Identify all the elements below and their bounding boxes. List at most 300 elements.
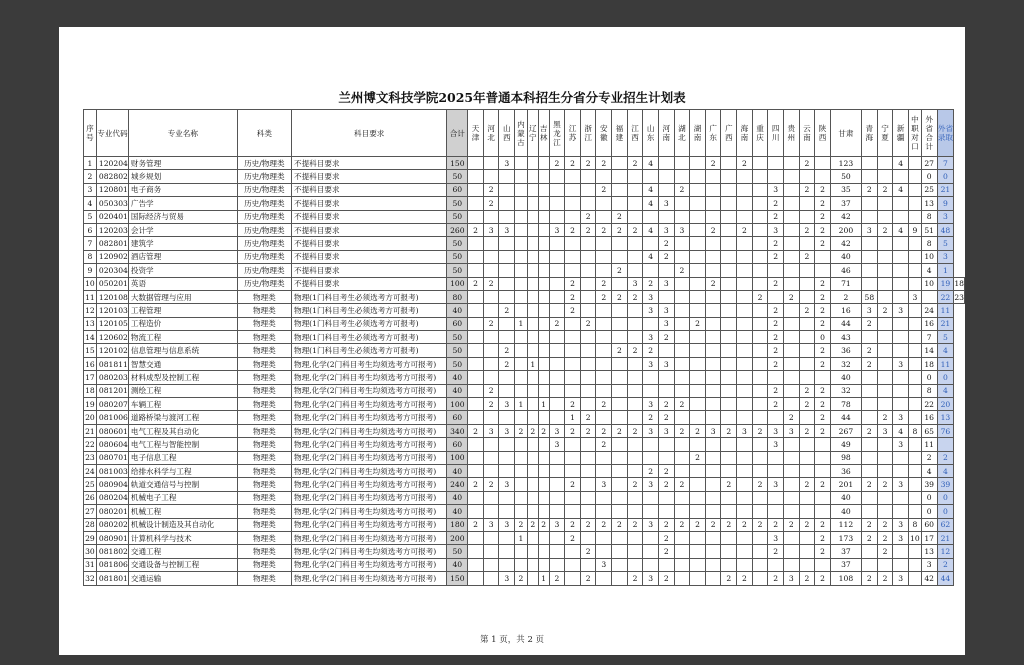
table-cell [893,491,909,504]
table-cell: 4 [893,223,909,236]
table-cell: 200 [830,223,861,236]
table-cell: 3 [643,518,659,531]
table-cell [538,371,549,384]
table-row [84,183,965,196]
table-cell: 2 [768,545,784,558]
table-cell [499,317,515,330]
table-cell [627,304,643,317]
table-cell: 16 [921,411,937,424]
table-cell: 2 [565,157,581,170]
table-row [84,558,965,571]
table-cell [908,197,921,210]
table-cell [580,264,596,277]
table-cell [705,398,721,411]
table-cell: 081811 [96,357,128,370]
table-cell [515,464,528,477]
column-header: 广西 [721,110,737,157]
table-cell [893,331,909,344]
table-cell: 3 [893,572,909,585]
table-cell: 3 [627,277,643,290]
table-cell [565,197,581,210]
table-cell: 3 [499,398,515,411]
table-cell: 25 [84,478,97,491]
table-cell: 2 [627,518,643,531]
table-cell: 40 [830,491,861,504]
table-cell: 2 [737,518,753,531]
table-cell: 27 [921,157,937,170]
table-cell: 23 [954,290,965,303]
table-row [84,170,965,183]
table-cell: 2 [596,518,612,531]
table-cell [877,317,893,330]
table-cell: 2 [877,183,893,196]
table-cell [527,371,538,384]
table-cell: 100 [447,277,468,290]
table-cell: 不提科目要求 [291,264,446,277]
table-cell: 2 [468,223,484,236]
table-cell [549,183,565,196]
table-cell [783,237,799,250]
table-cell [549,451,565,464]
table-cell [690,304,706,317]
table-cell: 100 [447,398,468,411]
table-cell: 2 [527,518,538,531]
table-cell: 2 [721,424,737,437]
table-cell [515,478,528,491]
table-cell [690,572,706,585]
table-cell [721,558,737,571]
table-cell [527,478,538,491]
table-cell: 081006 [96,411,128,424]
table-cell: 2 [877,411,893,424]
table-cell: 12 [937,545,954,558]
table-cell [815,451,831,464]
table-cell: 2 [937,558,954,571]
table-cell: 2 [565,304,581,317]
table-cell [515,357,528,370]
table-cell: 2 [768,277,784,290]
table-cell: 2 [612,290,628,303]
table-cell [799,558,815,571]
table-cell: 2 [768,237,784,250]
table-cell: 6 [84,223,97,236]
table-cell: 120102 [96,344,128,357]
table-cell [658,170,674,183]
table-cell: 3 [658,223,674,236]
table-cell: 16 [921,317,937,330]
table-cell [538,183,549,196]
table-cell: 29 [84,531,97,544]
table-row [84,290,965,303]
table-cell: 081801 [96,572,128,585]
table-cell: 物理类 [237,371,291,384]
table-cell: 3 [643,398,659,411]
table-cell [538,304,549,317]
table-cell: 2 [627,157,643,170]
document-page [59,27,965,655]
table-cell [721,250,737,263]
table-cell [527,331,538,344]
table-cell: 历史/物理类 [237,183,291,196]
table-cell [527,250,538,263]
table-cell: 4 [893,183,909,196]
table-cell: 8 [908,518,921,531]
table-cell: 2 [783,290,799,303]
table-cell [674,157,690,170]
table-cell: 60 [447,438,468,451]
table-cell [658,264,674,277]
table-cell [877,357,893,370]
table-cell [877,451,893,464]
table-cell [538,197,549,210]
table-cell: 22 [84,438,97,451]
table-cell [483,210,499,223]
table-cell [799,371,815,384]
table-cell: 不提科目要求 [291,237,446,250]
table-cell: 3 [768,531,784,544]
table-cell: 120105 [96,317,128,330]
table-cell: 给排水科学与工程 [128,464,237,477]
table-cell: 2 [658,398,674,411]
table-cell: 3 [658,424,674,437]
table-cell: 36 [830,464,861,477]
table-cell [468,170,484,183]
table-cell: 44 [830,411,861,424]
table-cell [908,438,921,451]
table-cell [499,264,515,277]
table-cell: 2 [468,424,484,437]
table-cell: 物理类 [237,438,291,451]
table-cell: 2 [721,572,737,585]
table-cell: 3 [499,478,515,491]
table-cell: 58 [861,290,877,303]
table-cell [721,344,737,357]
table-cell [783,250,799,263]
table-cell [799,197,815,210]
table-cell: 080604 [96,438,128,451]
table-cell [908,545,921,558]
table-cell [527,157,538,170]
table-cell: 42 [830,210,861,223]
table-cell: 3 [893,411,909,424]
table-cell [580,304,596,317]
column-header: 甘肃 [830,110,861,157]
table-cell: 2 [799,223,815,236]
table-cell [596,357,612,370]
table-cell [527,384,538,397]
table-cell [483,572,499,585]
table-cell: 3 [499,223,515,236]
table-cell [893,371,909,384]
table-cell: 60 [447,183,468,196]
table-cell: 51 [921,223,937,236]
table-cell: 22 [921,398,937,411]
table-cell [468,572,484,585]
table-row [84,545,965,558]
table-cell: 物理,化学(2门科目考生均须选考方可报考) [291,505,446,518]
table-cell: 080202 [96,518,128,531]
table-cell [549,344,565,357]
table-cell [596,237,612,250]
table-cell: 082801 [96,237,128,250]
table-cell [658,157,674,170]
column-header: 陕西 [815,110,831,157]
table-cell: 2 [643,344,659,357]
table-cell [737,250,753,263]
column-header: 中职对口 [908,110,921,157]
table-cell: 2 [658,572,674,585]
table-cell [627,398,643,411]
table-cell [538,290,549,303]
table-cell [658,438,674,451]
table-cell: 40 [447,464,468,477]
table-cell: 2 [815,277,831,290]
table-cell: 3 [596,558,612,571]
table-cell [643,371,659,384]
table-cell [737,438,753,451]
table-cell: 21 [937,531,954,544]
table-cell [527,183,538,196]
table-cell [861,451,877,464]
table-cell [705,250,721,263]
table-cell: 物理类 [237,357,291,370]
table-cell [799,170,815,183]
table-cell [527,464,538,477]
table-cell: 物理,化学(2门科目考生均须选考方可报考) [291,398,446,411]
table-cell [549,545,565,558]
table-cell: 26 [84,491,97,504]
table-cell: 3 [549,518,565,531]
table-cell [627,558,643,571]
table-cell: 3 [877,424,893,437]
table-cell: 80 [447,290,468,303]
table-cell: 32 [830,357,861,370]
table-cell [565,264,581,277]
table-cell [596,371,612,384]
table-row [84,384,965,397]
table-cell [861,264,877,277]
table-cell [538,210,549,223]
table-cell [627,170,643,183]
table-cell [893,464,909,477]
table-cell: 酒店管理 [128,250,237,263]
table-cell [690,277,706,290]
table-row [84,264,965,277]
table-cell [515,545,528,558]
table-cell [783,223,799,236]
table-cell: 0 [921,505,937,518]
table-cell: 2 [565,518,581,531]
table-cell [674,277,690,290]
table-cell [674,531,690,544]
table-cell [937,438,954,451]
table-cell [690,183,706,196]
table-cell: 1 [515,398,528,411]
table-cell [861,398,877,411]
table-cell [737,558,753,571]
table-cell [815,157,831,170]
table-cell [549,558,565,571]
table-cell [527,290,538,303]
table-cell [737,304,753,317]
table-cell [538,357,549,370]
table-cell [515,384,528,397]
table-cell: 2 [627,344,643,357]
table-cell [515,371,528,384]
header-row [84,110,965,157]
table-cell [674,371,690,384]
table-cell: 2 [861,344,877,357]
table-cell [799,264,815,277]
table-cell: 080201 [96,505,128,518]
table-cell: 3 [921,558,937,571]
table-cell [468,451,484,464]
table-cell: 交通设备与控制工程 [128,558,237,571]
table-cell: 2 [721,478,737,491]
table-cell: 3 [549,223,565,236]
table-cell [612,464,628,477]
table-cell: 2 [483,317,499,330]
table-cell: 2 [515,572,528,585]
table-row [84,424,965,437]
table-cell [752,183,768,196]
table-cell [815,438,831,451]
table-cell: 5 [937,237,954,250]
table-cell: 020304 [96,264,128,277]
table-cell [612,478,628,491]
table-cell: 120108 [96,290,128,303]
table-cell: 2 [580,210,596,223]
table-cell: 2 [705,277,721,290]
table-cell [627,438,643,451]
table-cell [580,478,596,491]
table-cell [705,317,721,330]
table-cell: 2 [861,317,877,330]
table-cell [861,237,877,250]
table-cell [737,398,753,411]
table-cell: 150 [447,572,468,585]
enrollment-plan-table [83,109,965,586]
table-cell: 40 [447,371,468,384]
table-cell: 3 [783,572,799,585]
table-cell: 2 [815,223,831,236]
table-cell: 120902 [96,250,128,263]
table-cell [580,170,596,183]
table-cell [580,197,596,210]
table-cell: 3 [499,157,515,170]
table-cell [893,545,909,558]
table-cell [468,210,484,223]
table-cell: 智慧交通 [128,357,237,370]
table-cell [627,491,643,504]
table-cell: 0 [937,491,954,504]
table-cell: 国际经济与贸易 [128,210,237,223]
table-cell: 2 [565,478,581,491]
table-cell [549,357,565,370]
table-cell [483,411,499,424]
table-cell [705,290,721,303]
column-header: 宁夏 [877,110,893,157]
table-cell: 2 [799,424,815,437]
table-cell [752,411,768,424]
table-row [84,210,965,223]
table-cell: 2 [483,183,499,196]
table-cell: 城乡规划 [128,170,237,183]
table-cell [612,357,628,370]
table-cell: 2 [799,157,815,170]
table-cell [752,250,768,263]
column-header: 外省合计 [921,110,937,157]
table-cell: 物理,化学(2门科目考生均须选考方可报考) [291,531,446,544]
table-cell [596,264,612,277]
table-cell [799,438,815,451]
table-cell [627,451,643,464]
table-cell: 150 [447,157,468,170]
table-cell [643,558,659,571]
table-cell: 2 [799,304,815,317]
table-cell: 0 [937,371,954,384]
table-cell [721,264,737,277]
table-cell [674,317,690,330]
table-cell: 082802 [96,170,128,183]
table-cell [783,478,799,491]
table-cell: 0 [921,371,937,384]
table-cell [596,451,612,464]
table-cell: 60 [921,518,937,531]
table-cell: 11 [937,357,954,370]
table-cell [612,531,628,544]
table-cell: 3 [84,183,97,196]
table-cell: 2 [658,531,674,544]
table-cell [596,344,612,357]
table-cell [690,371,706,384]
table-cell: 50 [830,170,861,183]
table-cell [893,277,909,290]
table-cell [468,531,484,544]
table-cell [737,531,753,544]
table-cell [705,558,721,571]
table-cell: 7 [937,157,954,170]
table-cell [737,545,753,558]
table-cell: 2 [538,518,549,531]
table-cell [721,223,737,236]
table-cell [721,451,737,464]
table-cell [538,558,549,571]
table-cell [690,237,706,250]
table-cell [627,183,643,196]
table-cell: 2 [596,290,612,303]
table-cell [596,411,612,424]
table-cell [499,558,515,571]
table-cell: 不提科目要求 [291,183,446,196]
table-row [84,317,965,330]
table-cell: 2 [612,344,628,357]
table-cell [596,464,612,477]
table-cell [658,451,674,464]
table-cell [565,210,581,223]
table-cell: 2 [515,518,528,531]
table-cell: 2 [483,384,499,397]
table-cell [549,331,565,344]
table-cell: 1 [84,157,97,170]
table-cell [527,545,538,558]
table-cell [596,384,612,397]
table-cell [752,197,768,210]
table-cell: 历史/物理类 [237,277,291,290]
table-cell [499,505,515,518]
table-cell [674,210,690,223]
table-cell [515,438,528,451]
